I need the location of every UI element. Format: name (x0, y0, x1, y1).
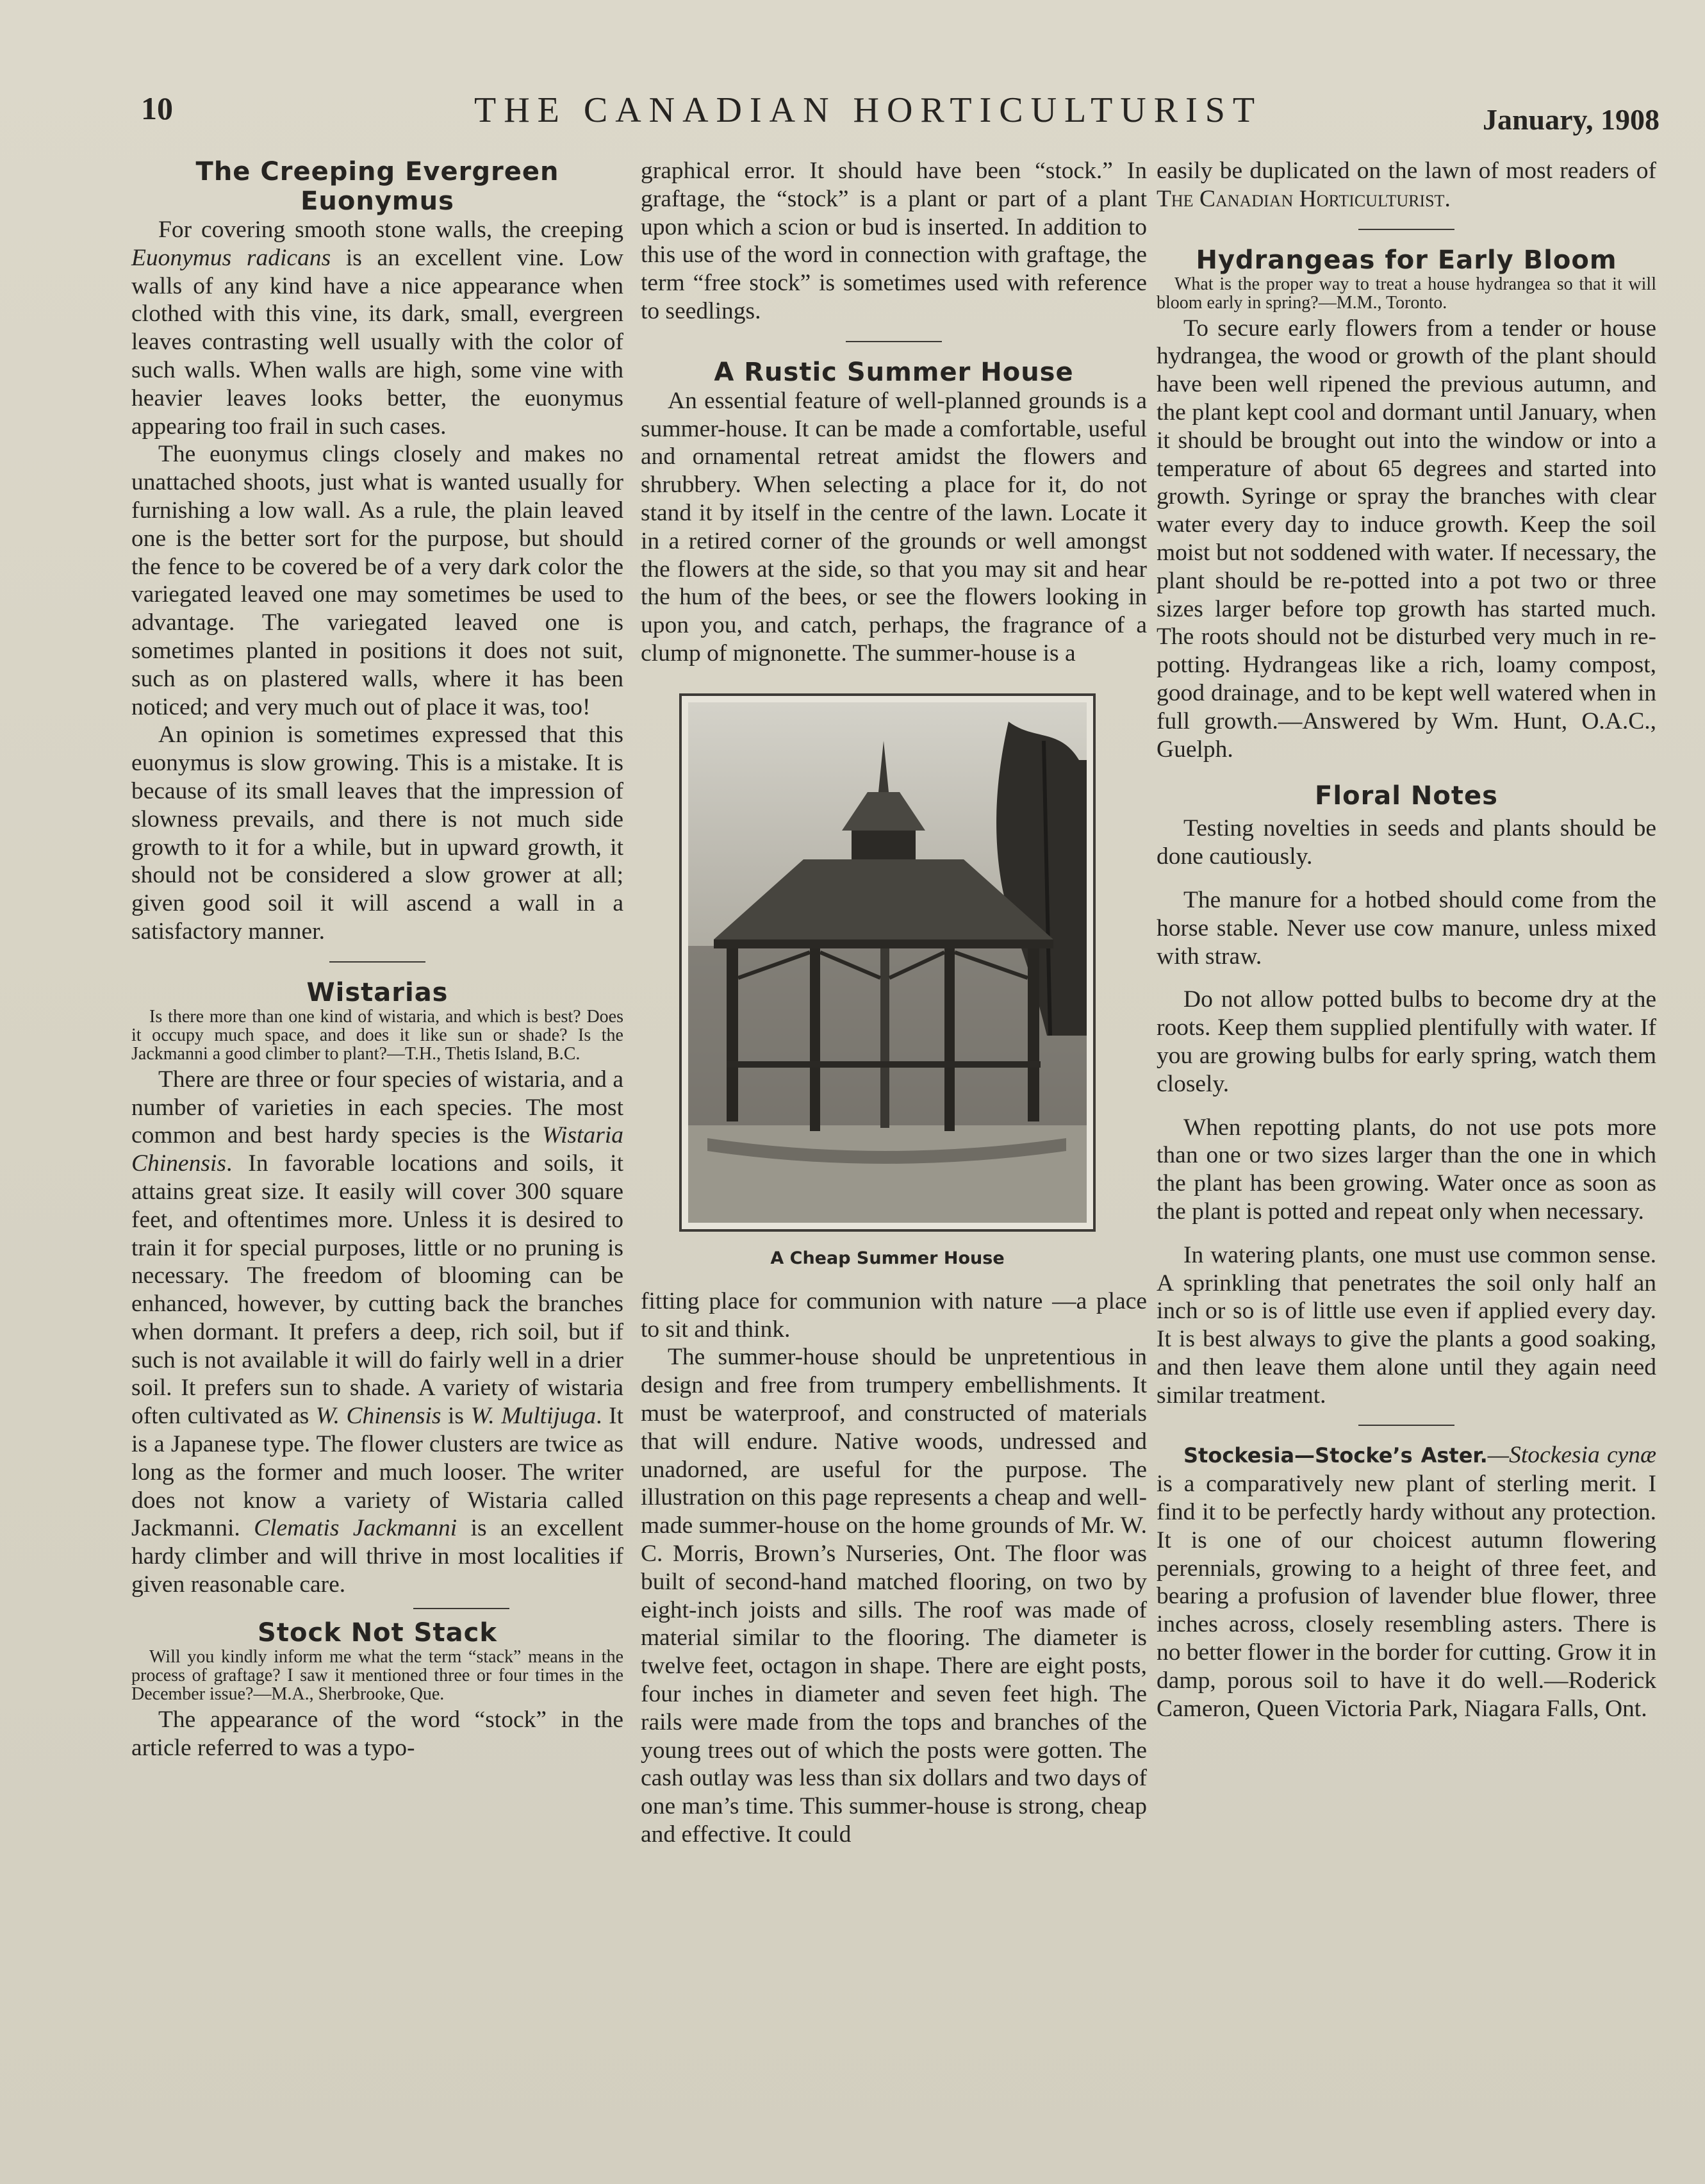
text-run: easily be duplicated on the lawn of most readers of (1157, 158, 1656, 184)
paragraph: To secure early flowers from a tender or house hydrangea, the wood or growth of the plant should have been well ripened the previous autumn, and the plant kept cool and dormant until January, when it should be brought out into the window or into a temperature of about 65 degrees and started into growth. Syringe or spray the branches with clear water every day to induce growth. Keep the soil moist but not soddened with water. If necessary, the plant should be re-potted into a pot two or three sizes larger before top growth has started much. The roots should not be disturbed very much in re-potting. Hydrangeas like a rich, loamy compost, good drainage, and to be kept well watered when in full growth.—Answered by Wm. Hunt, O.A.C., Guelph. (1157, 315, 1656, 763)
section-divider (1358, 229, 1454, 230)
reader-question: Will you kindly inform me what the term “stack” means in the process of graftage? I saw it mentioned three or four times in the December issue?—M.A., Sherbrooke, Que. (131, 1646, 623, 1704)
article-title: Stock Not Stack (258, 1617, 497, 1648)
section-divider (329, 961, 425, 963)
italic-text: W. Chinensis (315, 1403, 441, 1430)
paragraph: graphical error. It should have been “stock.” In graftage, the “stock” is a plant or part of a plant upon which a scion or bud is inserted. In addition to this use of the word in connection with graftage, the term “free stock” is sometimes used with reference to seedlings. (641, 158, 1147, 324)
reader-question: Is there more than one kind of wistaria, and which is best? Does it occupy much space, and does it like sun or shade? Is the Jackmanni a good climber to plant?—T.H., Thetis Island, B.C. (131, 1006, 623, 1064)
italic-text: Stockesia cynæ (1509, 1442, 1656, 1469)
note-paragraph: Do not allow potted bulbs to become dry at the roots. Keep them supplied plentifully with water. If you are growing bulbs for early spring, watch them closely. (1157, 986, 1656, 1097)
title-line: Euonymus (301, 186, 454, 216)
article-stockesia (1157, 1441, 1656, 1723)
text-run: . (1444, 185, 1451, 212)
article-euonymus (131, 157, 623, 946)
section-divider (413, 1608, 509, 1609)
article-wistarias (131, 978, 623, 1599)
note-paragraph: When repotting plants, do not use pots more than one or two sizes larger than the one in which the plant has been growing. Water once as soon as the plant is potted and repeat only when necessary. (1157, 1114, 1656, 1225)
summer-house-photo (679, 693, 1096, 1232)
article-title: Floral Notes (1315, 781, 1498, 811)
note-paragraph: In watering plants, one must use common sense. A sprinkling that penetrates the soil only half an inch or so is of little use even if applied every day. It is best always to give the plants a good soaking, and then leave them alone until they again need similar treatment. (1157, 1241, 1656, 1409)
text-run: . In favorable locations and soils, it attains great size. It easily will cover 300 square feet, and oftentimes more. Unless it is desired to train it for special purposes, little or no pruning is necessary. The freedom of blooming can be enhanced, however, by cutting back the branches when dormant. It prefers a deep, rich soil, but if such is not available it will do fairly well in a drier soil. It prefers sun to shade. A variety of wistaria often cultivated as (131, 1150, 623, 1430)
italic-text: Clematis Jackmanni (254, 1515, 457, 1542)
text-run: is an excellent vine. Low walls of any kind have a nice appearance when clothed with this vine, its dark, small, evergreen leaves contrasting well usually with the color of such walls. When walls are high, some vine with heavier leaves looks better, the euonymus appearing too frail in such cases. (131, 244, 623, 440)
section-divider (846, 341, 942, 342)
article-title (131, 157, 623, 216)
paragraph (131, 1066, 623, 1599)
figure-caption: A Cheap Summer House (770, 1248, 1005, 1268)
italic-text: Wistaria Chinensis (131, 1122, 623, 1177)
paragraph: The appearance of the word “stock” in the article referred to was a typo- (131, 1706, 623, 1761)
article-summer-house (641, 358, 1147, 1849)
paragraph (1157, 1441, 1656, 1723)
italic-text: Euonymus radicans (131, 244, 331, 271)
reader-question: What is the proper way to treat a house hydrangea so that it will bloom early in spring?—M.M., Toronto. (1157, 274, 1656, 313)
paragraph: An opinion is sometimes expressed that this euonymus is slow growing. This is a mistake. It is because of its small leaves that the impression of slowness prevails, and there is not much side growth to it for a while, but in upward growth, it should not be considered a slow grower at all; given good soil it will ascend a wall in a satisfactory manner. (131, 722, 623, 945)
paragraph (131, 216, 623, 440)
italic-text: W. Multijuga (470, 1403, 597, 1430)
article-title: A Rustic Summer House (714, 357, 1074, 387)
article-title: Wistarias (306, 977, 449, 1007)
paragraph: The euonymus clings closely and makes no unattached shoots, just what is wanted usually for furnishing a low wall. As a rule, the plain leaved one is the better sort for the purpose, but should the fence to be covered be of a very dark color the variegated leaved one may sometimes be used to advantage. The variegated leaved one is sometimes planted in positions it does not suit, such as on plastered walls, where it has been noticed; and very much out of place it was, too! (131, 441, 623, 720)
figure (679, 693, 1096, 1268)
run-in-heading: Stockesia—Stocke’s Aster. (1183, 1443, 1488, 1468)
paragraph: The summer-house should be unpretentious in design and free from trumpery embellishments. It must be waterproof, and constructed of materials that will endure. Native woods, undressed and unadorned, are useful for the purpose. The illustration on this page represents a cheap and well-made summer-house on the home grounds of Mr. W. C. Morris, Brown’s Nurseries, Ont. The floor was built of second-hand matched flooring, on two by eight-inch joists and sills. The roof was made of material similar to the flooring. The diameter is twelve feet, octagon in shape. There are eight posts, four inches in diameter and seven feet high. The rails were made from the tops and branches of the young trees out of which the posts were gotten. The cash outlay was less than six dollars and two days of one man’s time. This summer-house is strong, cheap and effective. It could (641, 1344, 1147, 1848)
paragraph: An essential feature of well-planned grounds is a summer-house. It can be made a comfortable, useful and ornamental retreat amidst the flowers and shrubbery. When selecting a place for it, do not stand it by itself in the centre of the lawn. Locate it in a retired corner of the grounds or well amongst the flowers at the side, so that you may sit and hear the hum of the bees, or see the flowers looking in upon you, and catch, perhaps, the fragrance of a clump of mignonette. The summer-house is a (641, 387, 1147, 666)
column-3 (1157, 157, 1656, 1723)
article-hydrangeas (1157, 245, 1656, 764)
text-run: is an excellent hardy climber and will thrive in most localities if given reasonable care. (131, 1515, 623, 1598)
text-run: is (441, 1403, 471, 1430)
paragraph (1157, 157, 1656, 213)
text-run: is a comparatively new plant of sterling merit. I find it to be perfectly hardy without any protection. It is one of our choicest autumn flowering perennials, growing to a height of three feet, and bearing a profusion of lavender blue flower, three inches across, closely resembling asters. There is no better flower in the border for cutting. Grow it in damp, porous soil to have it do well.—Roderick Cameron, Queen Victoria Park, Niagara Falls, Ont. (1157, 1471, 1656, 1722)
text-run: . It is a Japanese type. The flower clusters are twice as long as the former and much looser. The writer does not know a variety of Wistaria called Jackmanni. (131, 1403, 623, 1542)
article-stock (131, 1618, 623, 1762)
gazebo-illustration (688, 702, 1087, 1223)
paragraph: fitting place for communion with nature —a place to sit and think. (641, 1287, 1147, 1343)
section-divider (1358, 1425, 1454, 1426)
text-run: For covering smooth stone walls, the creeping (158, 217, 623, 243)
article-title: Hydrangeas for Early Bloom (1196, 245, 1617, 275)
small-caps-text: The Canadian Horticulturist (1157, 185, 1445, 212)
title-line: The Creeping Evergreen (195, 157, 559, 186)
page-number: 10 (141, 90, 173, 126)
column-2 (641, 157, 1147, 1849)
note-paragraph: The manure for a hotbed should come from the horse stable. Never use cow manure, unless mixed with straw. (1157, 886, 1656, 970)
text-run: There are three or four species of wistaria, and a number of varieties in each species. The most common and best hardy species is the (131, 1066, 623, 1149)
spacer (1157, 763, 1656, 781)
note-paragraph: Testing novelties in seeds and plants should be done cautiously. (1157, 815, 1656, 870)
dash: — (1487, 1442, 1510, 1469)
issue-date: January, 1908 (1482, 103, 1660, 136)
article-floral-notes (1157, 781, 1656, 1409)
column-1 (131, 157, 623, 1762)
page-header (141, 90, 1660, 141)
journal-title: THE CANADIAN HORTICULTURIST (474, 90, 1263, 130)
